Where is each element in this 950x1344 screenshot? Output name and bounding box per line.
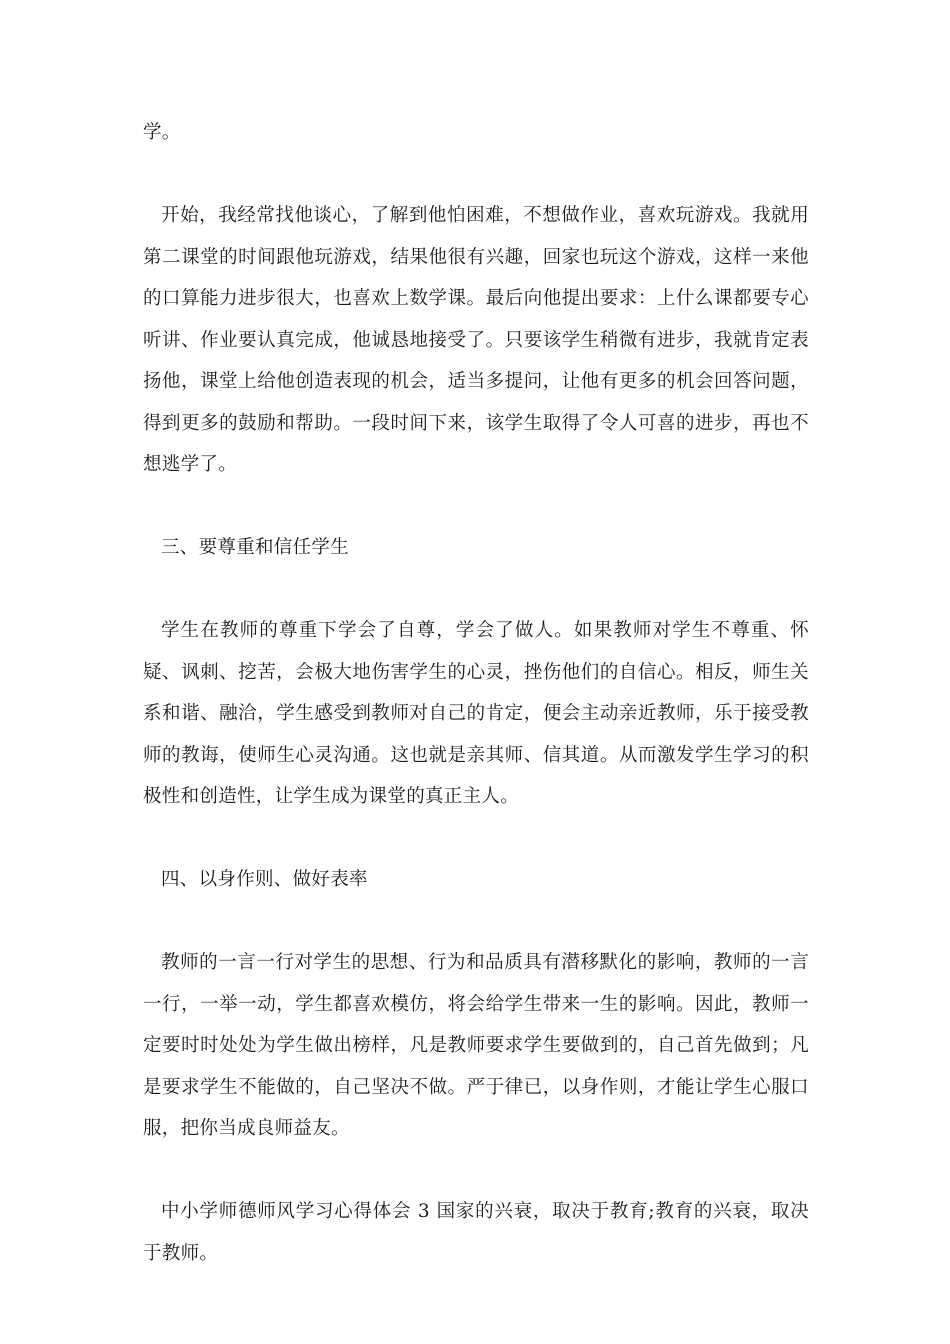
paragraph-body: 教师的一言一行对学生的思想、行为和品质具有潜移默化的影响，教师的一言一行，一举一动，学生都喜欢模仿，将会给学生带来一生的影响。因此，教师一定要时时处处为学生做出榜样，凡是教师要求学生要做到的，自己首先做到；凡是要求学生不能做的，自己坚决不做。严于律已，以身作则，才能让学生心服口服，把你当成良师益友。 — [143, 952, 809, 1139]
section-heading-4: 四、以身作则、做好表率 — [161, 869, 368, 890]
document-body — [143, 112, 809, 1316]
paragraph-continued: 学。 — [143, 122, 181, 143]
section-heading-3: 三、要尊重和信任学生 — [161, 537, 350, 558]
paragraph-body: 学生在教师的尊重下学会了自尊，学会了做人。如果教师对学生不尊重、怀疑、讽刺、挖苦，会极大地伤害学生的心灵，挫伤他们的自信心。相反，师生关系和谐、融洽，学生感受到教师对自己的肯定，便会主动亲近教师，乐于接受教师的教诲，使师生心灵沟通。这也就是亲其师、信其道。从而激发学生学习的积极性和创造性，让学生成为课堂的真正主人。 — [143, 620, 809, 807]
paragraph-body: 开始，我经常找他谈心，了解到他怕困难，不想做作业，喜欢玩游戏。我就用第二课堂的时间跟他玩游戏，结果他很有兴趣，回家也玩这个游戏，这样一来他的口算能力进步很大，也喜欢上数学课。最后向他提出要求：上什么课都要专心听讲、作业要认真完成，他诚恳地接受了。只要该学生稍微有进步，我就肯定表扬他，课堂上给他创造表现的机会，适当多提问，让他有更多的机会回答问题，得到更多的鼓励和帮助。一段时间下来，该学生取得了令人可喜的进步，再也不想逃学了。 — [143, 205, 809, 475]
paragraph-body: 中小学师德师风学习心得体会 3 国家的兴衰，取决于教育;教育的兴衰，取决于教师。 — [143, 1201, 809, 1264]
